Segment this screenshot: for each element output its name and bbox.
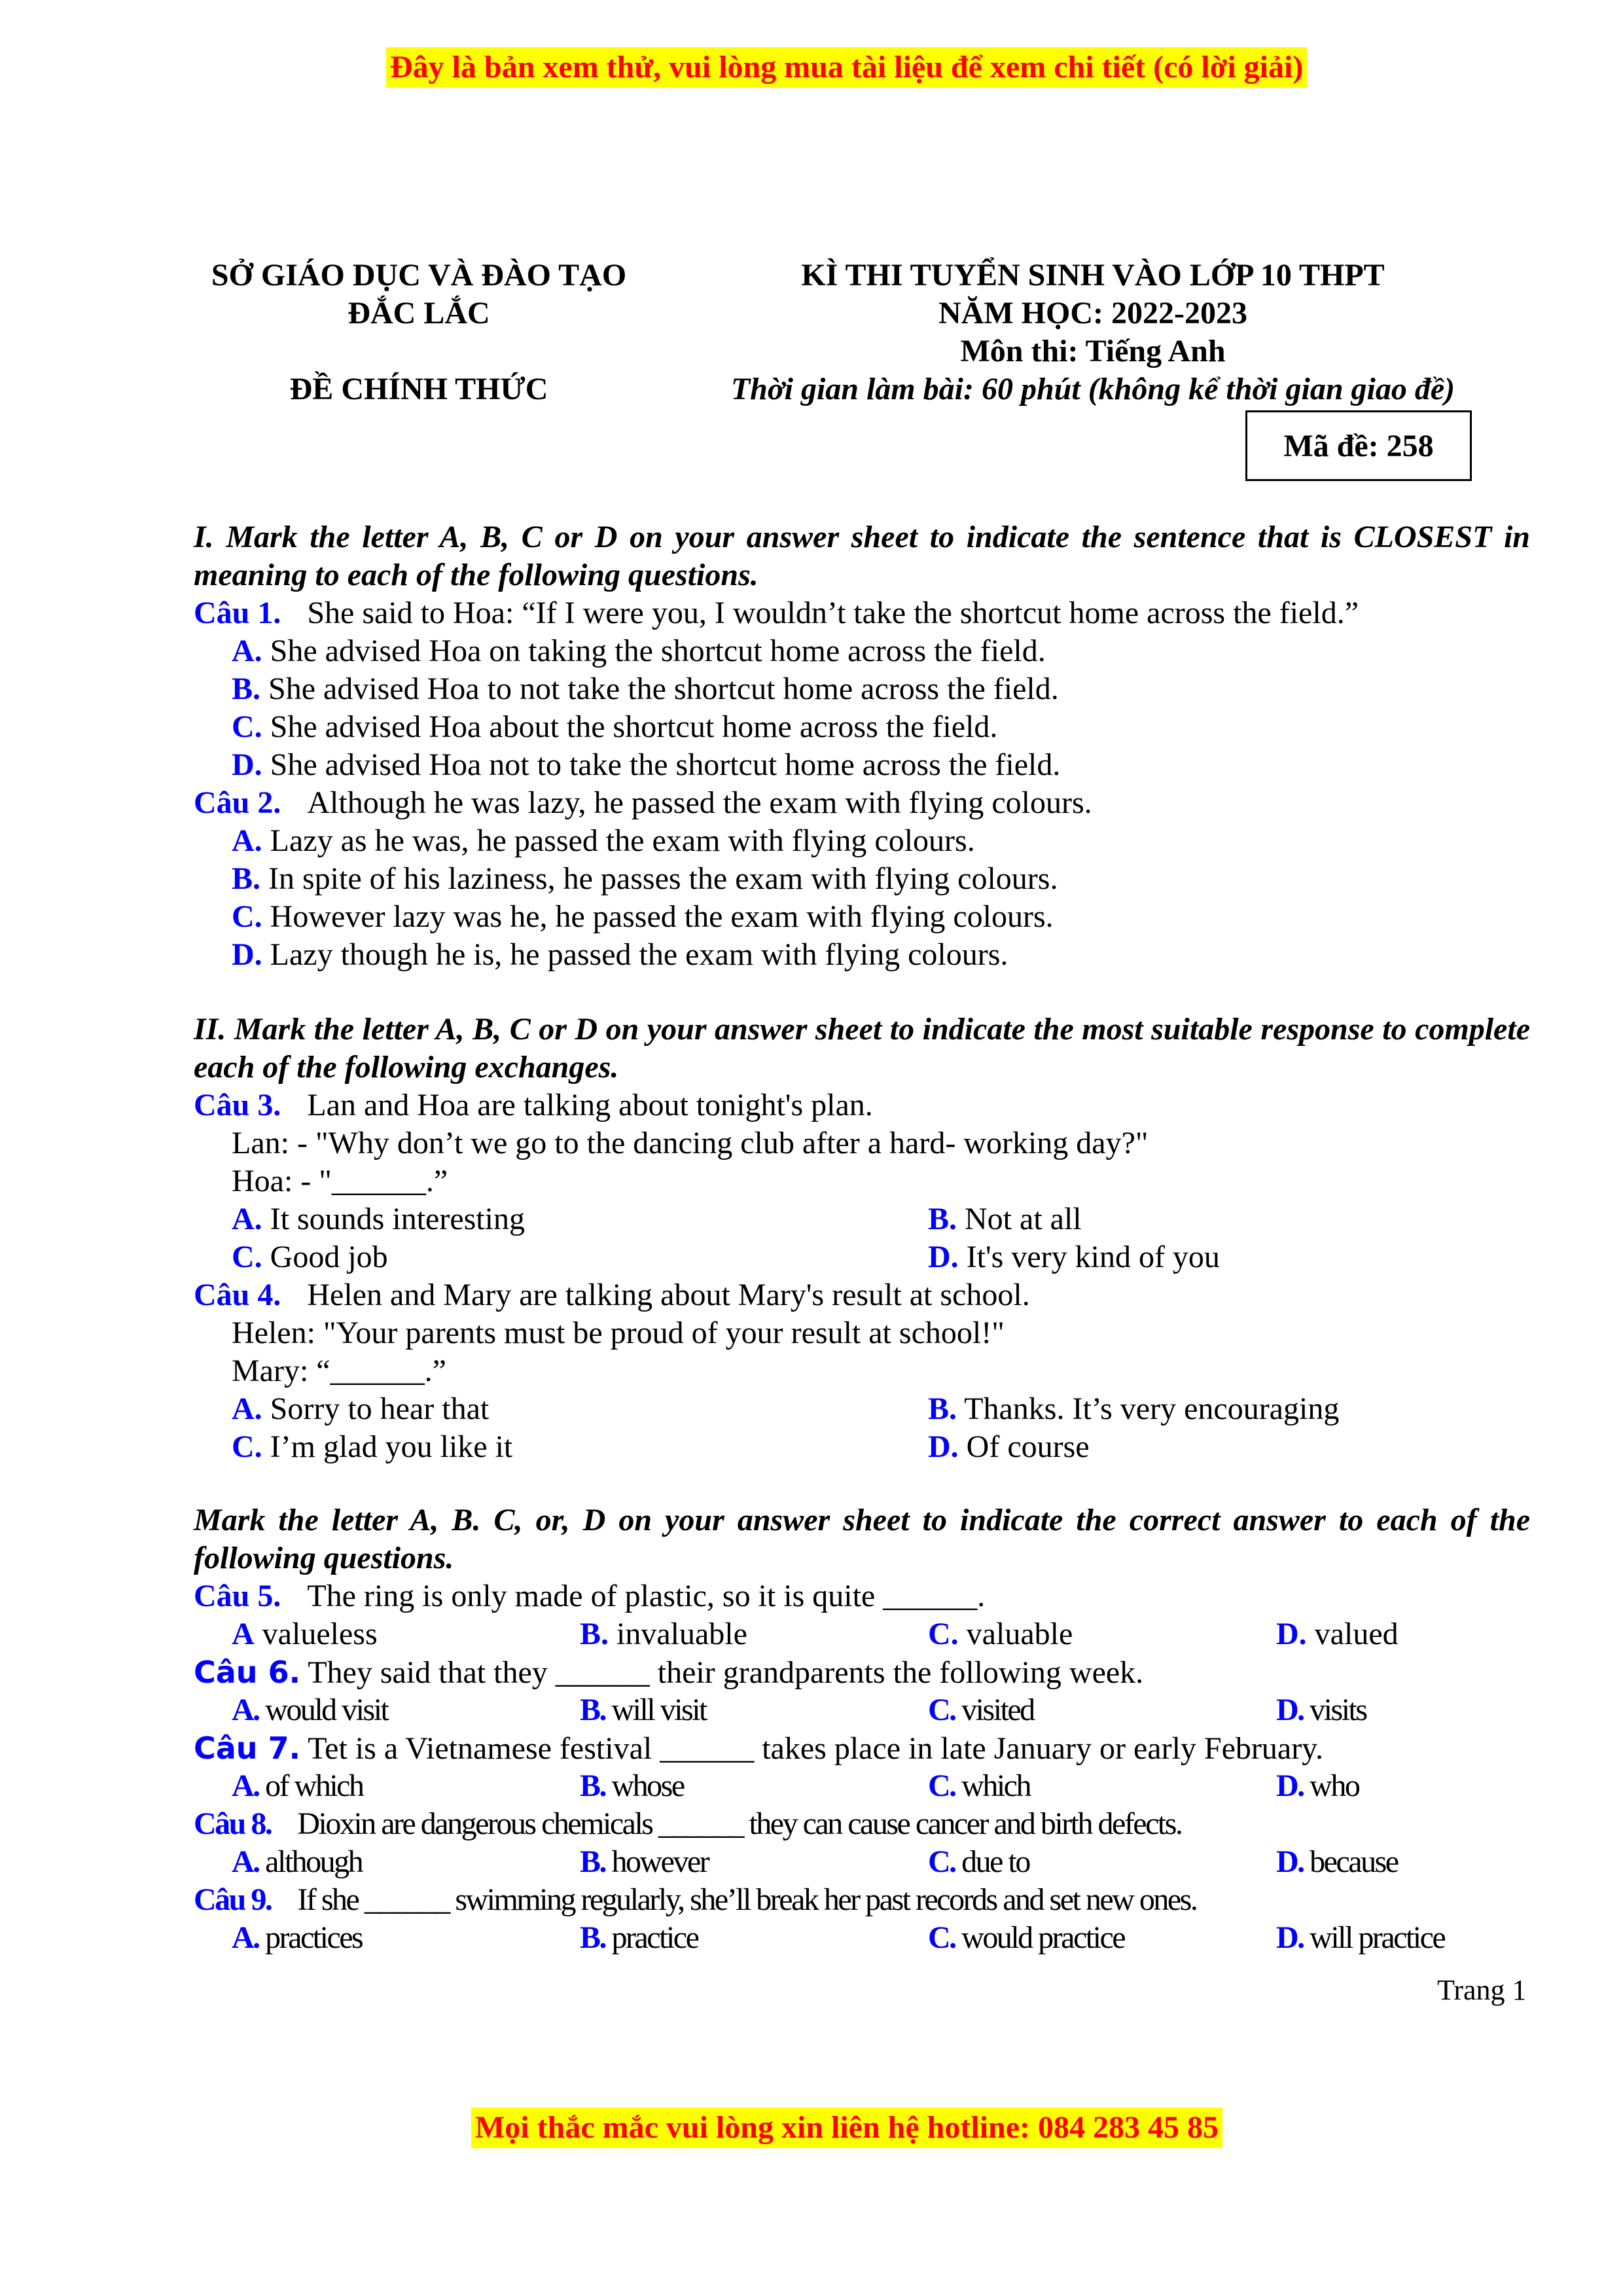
dialogue-line: Mary: “______.” [232,1354,446,1388]
option-label: D. [232,747,262,782]
option-text: Lazy as he was, he passed the exam with flying colours. [270,823,975,858]
question-text: The ring is only made of plastic, so it is quite ______. [307,1579,986,1613]
option-label: C. [928,1693,955,1727]
option-text: Good job [270,1240,388,1274]
option-text: invaluable [616,1617,747,1651]
option-text: which [961,1768,1030,1803]
option-label: D. [928,1429,959,1464]
option-d [1276,1691,1366,1729]
option-a [232,1390,489,1428]
option-label: A. [232,1202,262,1236]
option-text: would practice [961,1920,1125,1955]
question-label: Câu 9. [194,1882,272,1917]
option-label: B. [928,1202,957,1236]
option-text: although [265,1844,363,1879]
option-text: It's very kind of you [966,1240,1220,1274]
option-text: I’m glad you like it [270,1429,513,1464]
option-label: D. [1276,1617,1307,1651]
option-d [1276,1767,1359,1805]
option-b [580,1843,708,1881]
dialogue-line: Lan: - "Why don’t we go to the dancing club after a hard- working day?" [232,1126,1149,1160]
option-d [1276,1615,1399,1653]
option-b [928,1200,1082,1238]
option-label: D. [928,1240,959,1274]
option-text: It sounds interesting [270,1202,525,1236]
option-text: Thanks. It’s very encouraging [964,1391,1340,1426]
question-label: Câu 5. [194,1579,281,1613]
option-b [580,1919,698,1957]
question-text: Tet is a Vietnamese festival ______ takes place in late January or early February. [308,1731,1324,1766]
option-text: She advised Hoa about the shortcut home across the field. [270,709,998,744]
option-c [928,1615,1073,1653]
question-label: Câu 3. [194,1088,281,1122]
option-text: However lazy was he, he passed the exam with flying colours. [270,899,1054,934]
option-label: A [232,1617,255,1651]
option-text: visited [961,1693,1034,1727]
question-label: Câu 7. [194,1731,301,1766]
option-d [1276,1919,1444,1957]
option-label: B. [580,1920,606,1955]
province-name: ĐẮC LẮC [348,296,490,331]
option-label: C. [928,1844,955,1879]
option-label: B. [580,1617,609,1651]
option-text: practices [265,1920,363,1955]
question-8 [194,1805,1181,1843]
question-text: Although he was lazy, he passed the exam with flying colours. [307,785,1092,820]
option-text: Lazy though he is, he passed the exam with flying colours. [270,937,1008,972]
option-c [928,1691,1034,1729]
question-label: Câu 8. [194,1806,272,1841]
question-text: She said to Hoa: “If I were you, I wouldn’t take the shortcut home across the field.” [307,596,1359,630]
option-text: due to [961,1844,1029,1879]
question-4 [194,1276,1030,1314]
option-label: D. [1276,1768,1304,1803]
option-d [232,936,1008,974]
option-label: B. [580,1844,606,1879]
option-label: A. [232,634,262,668]
option-a [232,1615,378,1653]
question-1 [194,594,1359,632]
question-7 [194,1729,1323,1768]
question-6 [194,1653,1143,1692]
hotline-banner: Mọi thắc mắc vui lòng xin liên hệ hotline: 084 283 45 85 [471,2108,1222,2148]
option-b [580,1767,684,1805]
option-label: B. [580,1693,606,1727]
option-d [928,1428,1090,1466]
preview-banner: Đây là bản xem thử, vui lòng mua tài liệu để xem chi tiết (có lời giải) [386,47,1307,88]
option-text: valued [1314,1617,1399,1651]
option-text: In spite of his laziness, he passes the exam with flying colours. [268,861,1058,896]
option-b [232,670,1059,708]
option-text: Of course [966,1429,1090,1464]
question-text: If she ______ swimming regularly, she’ll break her past records and set new ones. [297,1882,1197,1917]
question-text: Lan and Hoa are talking about tonight's plan. [307,1088,873,1122]
school-year: NĂM HỌC: 2022-2023 [938,296,1247,331]
option-b [232,860,1058,898]
option-d [232,746,1060,784]
option-label: A. [232,1768,259,1803]
option-text: will practice [1310,1920,1445,1955]
question-label: Câu 1. [194,596,281,630]
option-d [928,1238,1220,1276]
option-c [232,1238,388,1276]
official-exam-label: ĐỀ CHÍNH THỨC [289,372,548,406]
question-label: Câu 6. [194,1655,301,1690]
option-label: C. [928,1617,959,1651]
option-text: Not at all [965,1202,1082,1236]
option-c [232,1428,512,1466]
option-b [580,1615,747,1653]
option-text: who [1310,1768,1359,1803]
option-label: A. [232,1391,262,1426]
option-label: A. [232,823,262,858]
option-text: of which [265,1768,363,1803]
option-label: D. [1276,1693,1304,1727]
question-2 [194,784,1092,822]
option-label: D. [232,937,262,972]
section-2-instruction: II. Mark the letter A, B, C or D on your answer sheet to indicate the most suitable response to complete each of the following exchanges. [194,1012,1530,1085]
section-1-instruction: I. Mark the letter A, B, C or D on your answer sheet to indicate the sentence that is CLOSEST in meaning to each of the following questions. [194,520,1530,592]
dialogue-line: Hoa: - "______.” [232,1164,448,1198]
option-text: She advised Hoa on taking the shortcut home across the field. [270,634,1046,668]
option-label: C. [232,899,262,934]
subject: Môn thi: Tiếng Anh [960,334,1226,368]
exam-title: KÌ THI TUYỂN SINH VÀO LỚP 10 THPT [801,258,1385,293]
option-text: valueless [262,1617,378,1651]
option-label: A. [232,1693,259,1727]
option-label: A. [232,1920,259,1955]
option-label: A. [232,1844,259,1879]
exam-code-box [1245,410,1472,481]
option-a [232,1767,363,1805]
time-allowed: Thời gian làm bài: 60 phút (không kể thời gian giao đề) [730,372,1455,406]
option-label: B. [232,672,261,706]
question-label: Câu 2. [194,785,281,820]
option-text: She advised Hoa not to take the shortcut home across the field. [270,747,1061,782]
option-text: visits [1310,1693,1366,1727]
option-label: C. [928,1920,955,1955]
question-3 [194,1086,873,1124]
option-label: B. [580,1768,606,1803]
option-a [232,1200,525,1238]
question-label: Câu 4. [194,1278,281,1312]
option-label: C. [232,1429,262,1464]
question-text: Helen and Mary are talking about Mary's result at school. [307,1278,1030,1312]
option-a [232,1691,387,1729]
option-text: Sorry to hear that [270,1391,490,1426]
option-text: would visit [265,1693,388,1727]
option-label: C. [928,1768,955,1803]
question-text: Dioxin are dangerous chemicals ______ they can cause cancer and birth defects. [297,1806,1182,1841]
exam-code: Mã đề: 258 [1283,428,1434,463]
option-label: C. [232,709,262,744]
option-text: however [611,1844,709,1879]
option-text: because [1310,1844,1398,1879]
option-text: She advised Hoa to not take the shortcut home across the field. [268,672,1059,706]
option-label: C. [232,1240,262,1274]
option-text: valuable [966,1617,1073,1651]
option-b [580,1691,706,1729]
option-c [928,1767,1030,1805]
option-label: B. [232,861,261,896]
option-c [232,898,1054,936]
option-label: B. [928,1391,957,1426]
department-name: SỞ GIÁO DỤC VÀ ĐÀO TẠO [211,258,627,293]
page-number: Trang 1 [1437,1974,1527,2006]
option-a [232,1843,362,1881]
question-9 [194,1881,1196,1919]
question-text: They said that they ______ their grandparents the following week. [308,1655,1144,1690]
option-c [232,708,997,746]
question-5 [194,1577,985,1615]
option-a [232,1919,362,1957]
dialogue-line: Helen: "Your parents must be proud of your result at school!" [232,1316,1005,1350]
option-c [928,1919,1124,1957]
option-a [232,632,1046,670]
option-b [928,1390,1339,1428]
option-text: whose [611,1768,684,1803]
option-text: practice [611,1920,698,1955]
option-label: D. [1276,1844,1304,1879]
option-d [1276,1843,1398,1881]
option-c [928,1843,1029,1881]
option-label: D. [1276,1920,1304,1955]
option-a [232,822,975,860]
section-3-instruction: Mark the letter A, B. C, or, D on your answer sheet to indicate the correct answer to each of the following questions. [194,1503,1530,1575]
option-text: will visit [611,1693,706,1727]
